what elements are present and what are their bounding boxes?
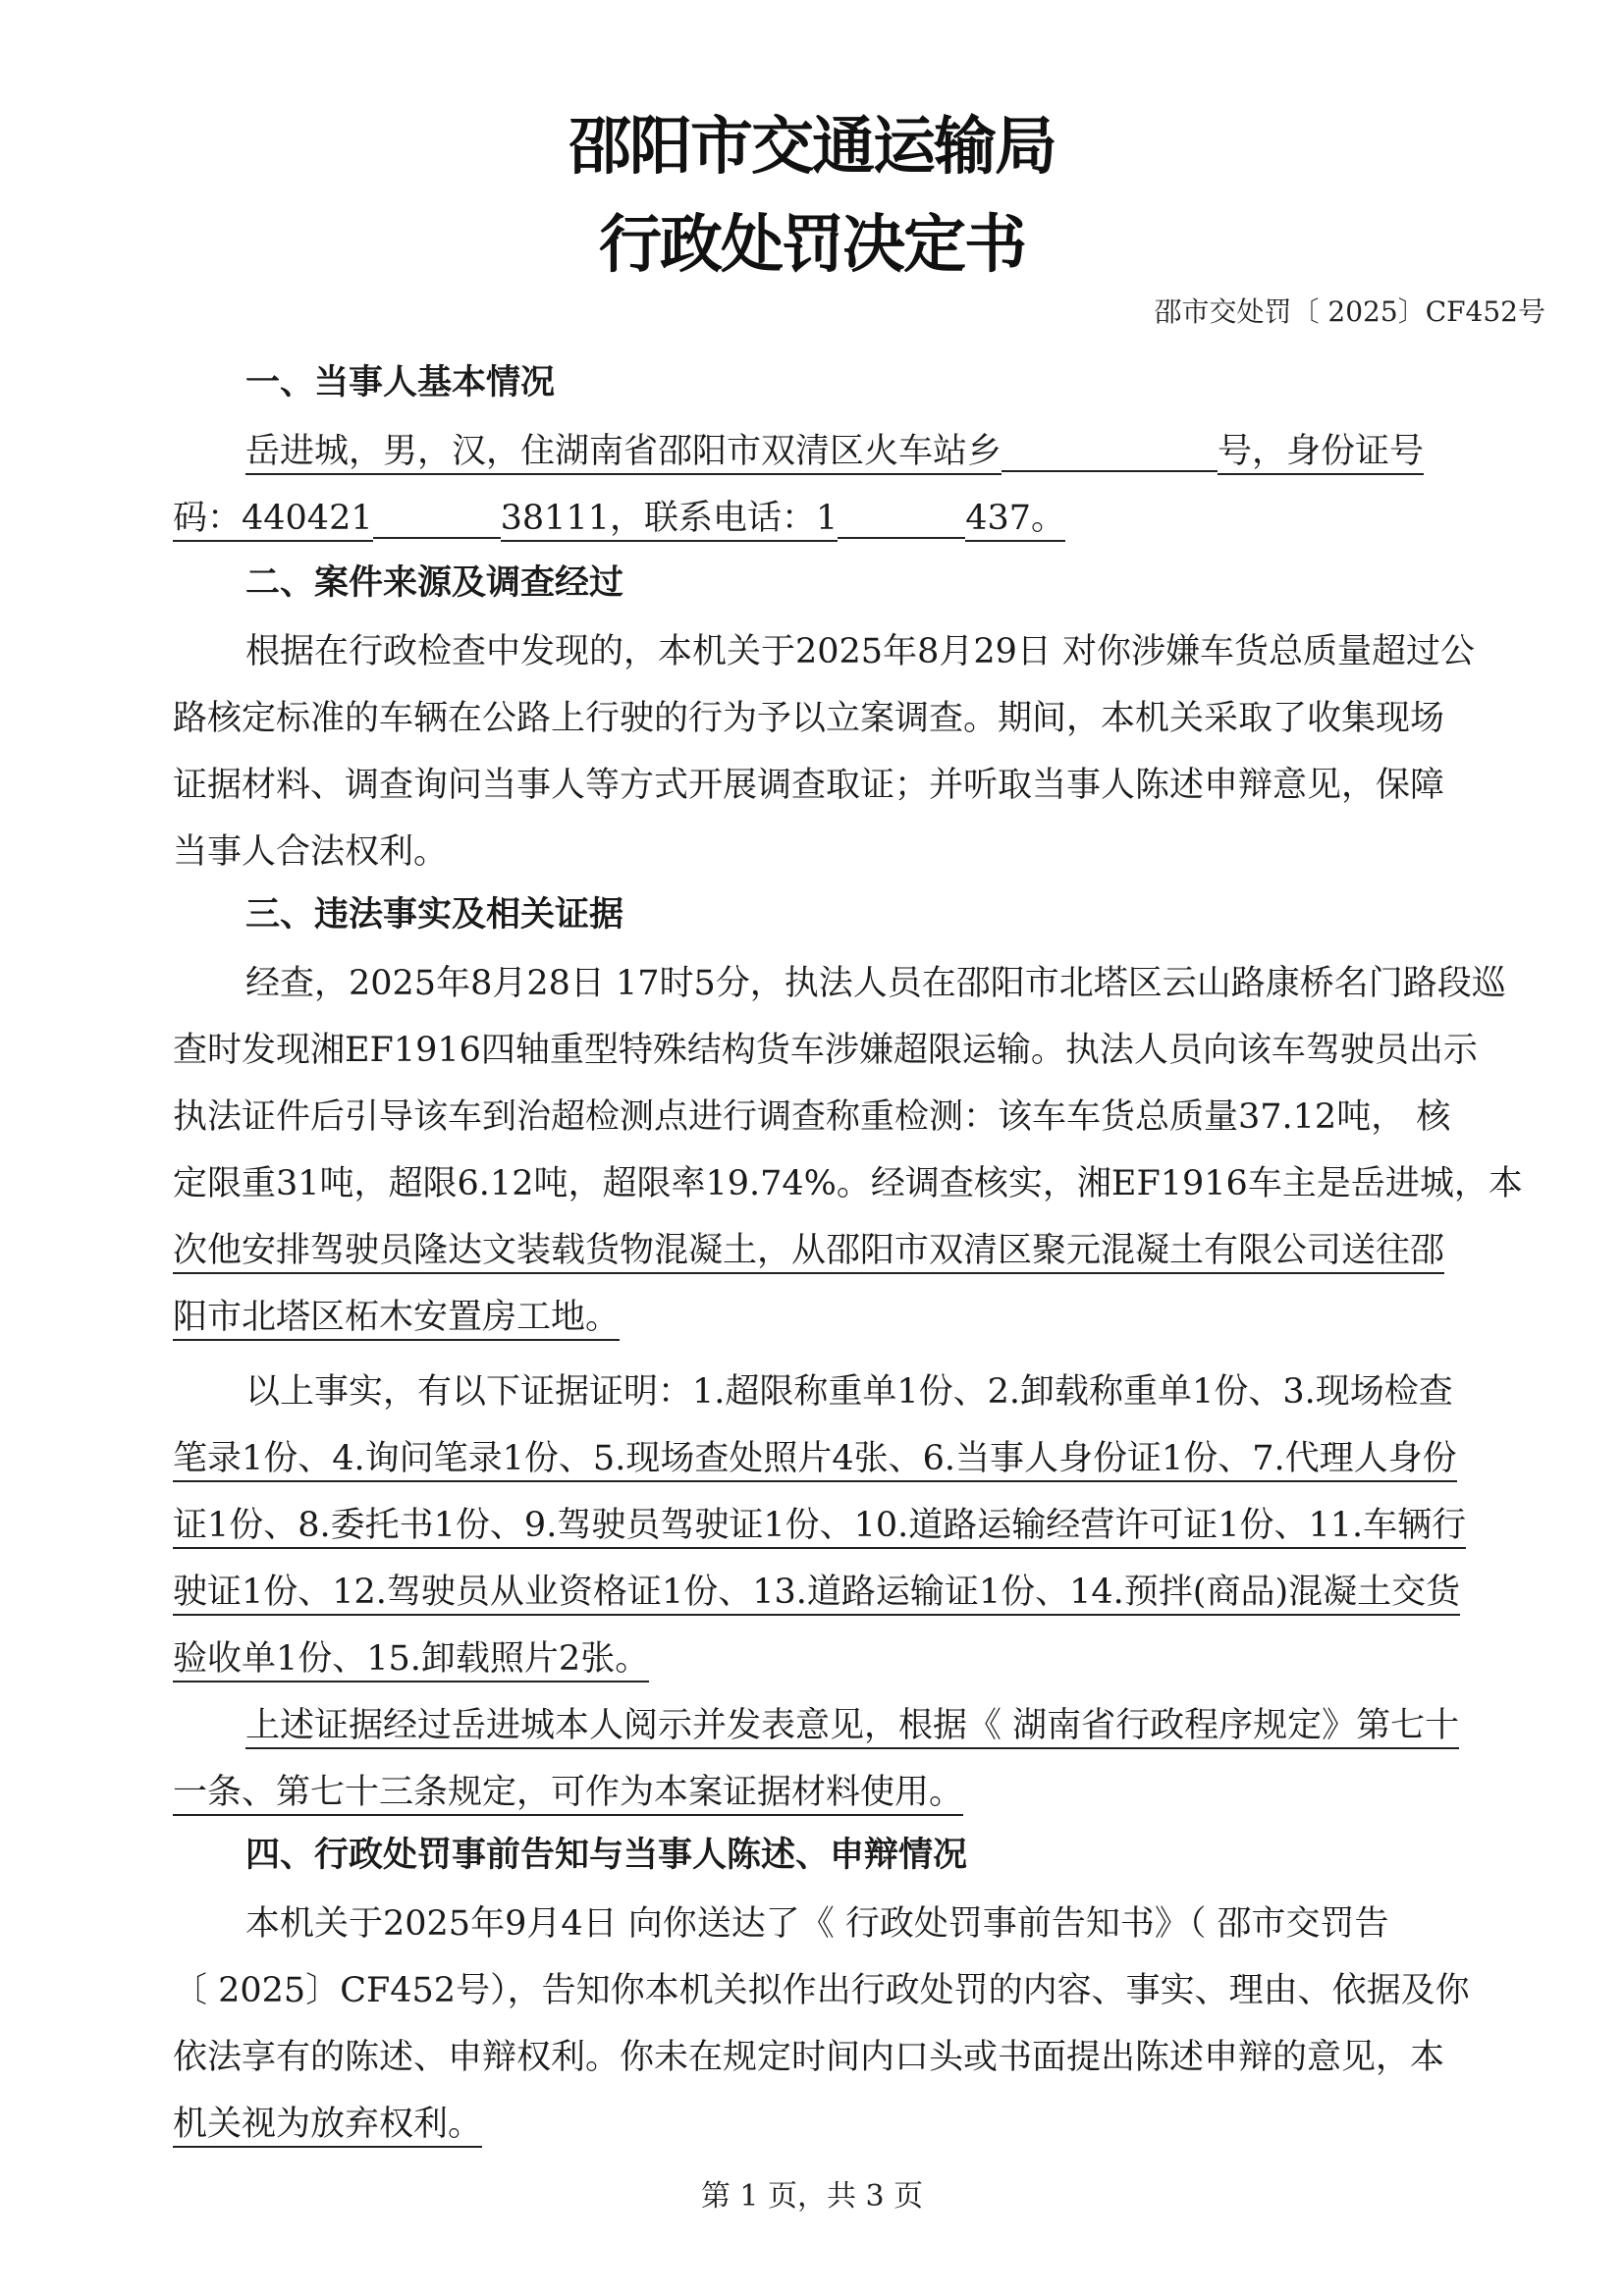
violation-facts-line-3: 执法证件后引导该车到治超检测点进行调查称重检测：该车车货总质量37.12吨， 核 (173, 1097, 1451, 1137)
evidence-line-1: 以上事实，有以下证据证明：1.超限称重单1份、2.卸载称重单1份、3.现场检查 (245, 1372, 1453, 1412)
id-label-text: 号，身份证号 (1218, 432, 1424, 475)
violation-facts-line-6 (173, 1286, 1547, 1349)
section-heading-party-info: 一、当事人基本情况 (245, 363, 556, 402)
violation-facts-line-2: 查时发现湘EF1916四轴重型特殊结构货车涉嫌超限运输。执法人员向该车驾驶员出示 (173, 1031, 1478, 1070)
evidence-line-4 (173, 1561, 1547, 1624)
document-title-type: 行政处罚决定书 (599, 209, 1025, 282)
evidence-basis-line-2-text: 一条、第七十三条规定，可作为本案证据材料使用。 (173, 1773, 963, 1816)
case-source-line-2: 路核定标准的车辆在公路上行驶的行为予以立案调查。期间，本机关采取了收集现场 (173, 699, 1445, 738)
phone-suffix: 437。 (965, 499, 1065, 542)
redacted-id-number (373, 502, 501, 539)
party-info-line-1 (245, 420, 1620, 483)
id-number-suffix-phone-label: 38111，联系电话：1 (501, 499, 839, 542)
evidence-line-5 (173, 1628, 1547, 1690)
party-address-text: 岳进城，男，汉，住湖南省邵阳市双清区火车站乡 (245, 432, 1001, 475)
id-number-prefix: 码：440421 (173, 499, 373, 542)
prior-notice-line-4-text: 机关视为放弃权利。 (173, 2105, 482, 2148)
prior-notice-line-3: 依法享有的陈述、申辩权利。你未在规定时间内口头或书面提出陈述申辩的意见，本 (173, 2038, 1445, 2077)
prior-notice-line-1: 本机关于2025年9月4日 向你送达了《 行政处罚事前告知书》（ 邵市交罚告 (245, 1904, 1389, 1944)
prior-notice-line-2: 〔 2025〕CF452号），告知你本机关拟作出行政处罚的内容、事实、理由、依据及你 (173, 1971, 1470, 2010)
evidence-line-5-text: 验收单1份、15.卸载照片2张。 (173, 1639, 649, 1682)
evidence-line-2-text: 笔录1份、4.询问笔录1份、5.现场查处照片4张、6.当事人身份证1份、7.代理人身份 (173, 1439, 1457, 1482)
case-source-line-1: 根据在行政检查中发现的，本机关于2025年8月29日 对你涉嫌车货总质量超过公 (245, 632, 1476, 671)
evidence-line-2 (173, 1427, 1547, 1490)
evidence-basis-line-2 (173, 1761, 1547, 1824)
violation-facts-line-4: 定限重31吨，超限6.12吨，超限率19.74%。经调查核实，湘EF1916车主是岳进城，本 (173, 1164, 1523, 1203)
evidence-line-3 (173, 1494, 1547, 1557)
violation-facts-line-5 (173, 1219, 1547, 1282)
violation-facts-line-1: 经查，2025年8月28日 17时5分，执法人员在邵阳市北塔区云山路康桥名门路段巡 (245, 964, 1506, 1003)
evidence-line-3-text: 证1份、8.委托书1份、9.驾驶员驾驶证1份、10.道路运输经营许可证1份、11.车辆行 (173, 1506, 1466, 1549)
evidence-basis-line-1 (245, 1694, 1620, 1757)
evidence-line-4-text: 驶证1份、12.驾驶员从业资格证1份、13.道路运输证1份、14.预拌(商品)混凝土交货 (173, 1573, 1460, 1616)
evidence-basis-line-1-text: 上述证据经过岳进城本人阅示并发表意见，根据《 湖南省行政程序规定》第七十 (245, 1706, 1459, 1749)
section-heading-prior-notice: 四、行政处罚事前告知与当事人陈述、申辩情况 (245, 1836, 968, 1875)
violation-facts-line-6-text: 阳市北塔区柘木安置房工地。 (173, 1298, 620, 1341)
document-number: 邵市交处罚〔 2025〕CF452号 (1154, 295, 1545, 328)
case-source-line-3: 证据材料、调查询问当事人等方式开展调查取证；并听取当事人陈述申辩意见，保障 (173, 766, 1445, 805)
redacted-phone (838, 502, 965, 539)
redacted-address (1001, 435, 1218, 472)
document-title-agency: 邵阳市交通运输局 (568, 111, 1056, 184)
case-source-line-4: 当事人合法权利。 (173, 832, 449, 872)
section-heading-violation-facts: 三、违法事实及相关证据 (245, 895, 624, 934)
page-number: 第 1 页，共 3 页 (700, 2179, 924, 2214)
prior-notice-line-4 (173, 2093, 1547, 2156)
party-info-line-2 (173, 487, 1547, 550)
section-heading-case-source: 二、案件来源及调查经过 (245, 563, 624, 603)
violation-facts-line-5-text: 次他安排驾驶员隆达文装载货物混凝土，从邵阳市双清区聚元混凝土有限公司送往邵 (173, 1231, 1444, 1274)
